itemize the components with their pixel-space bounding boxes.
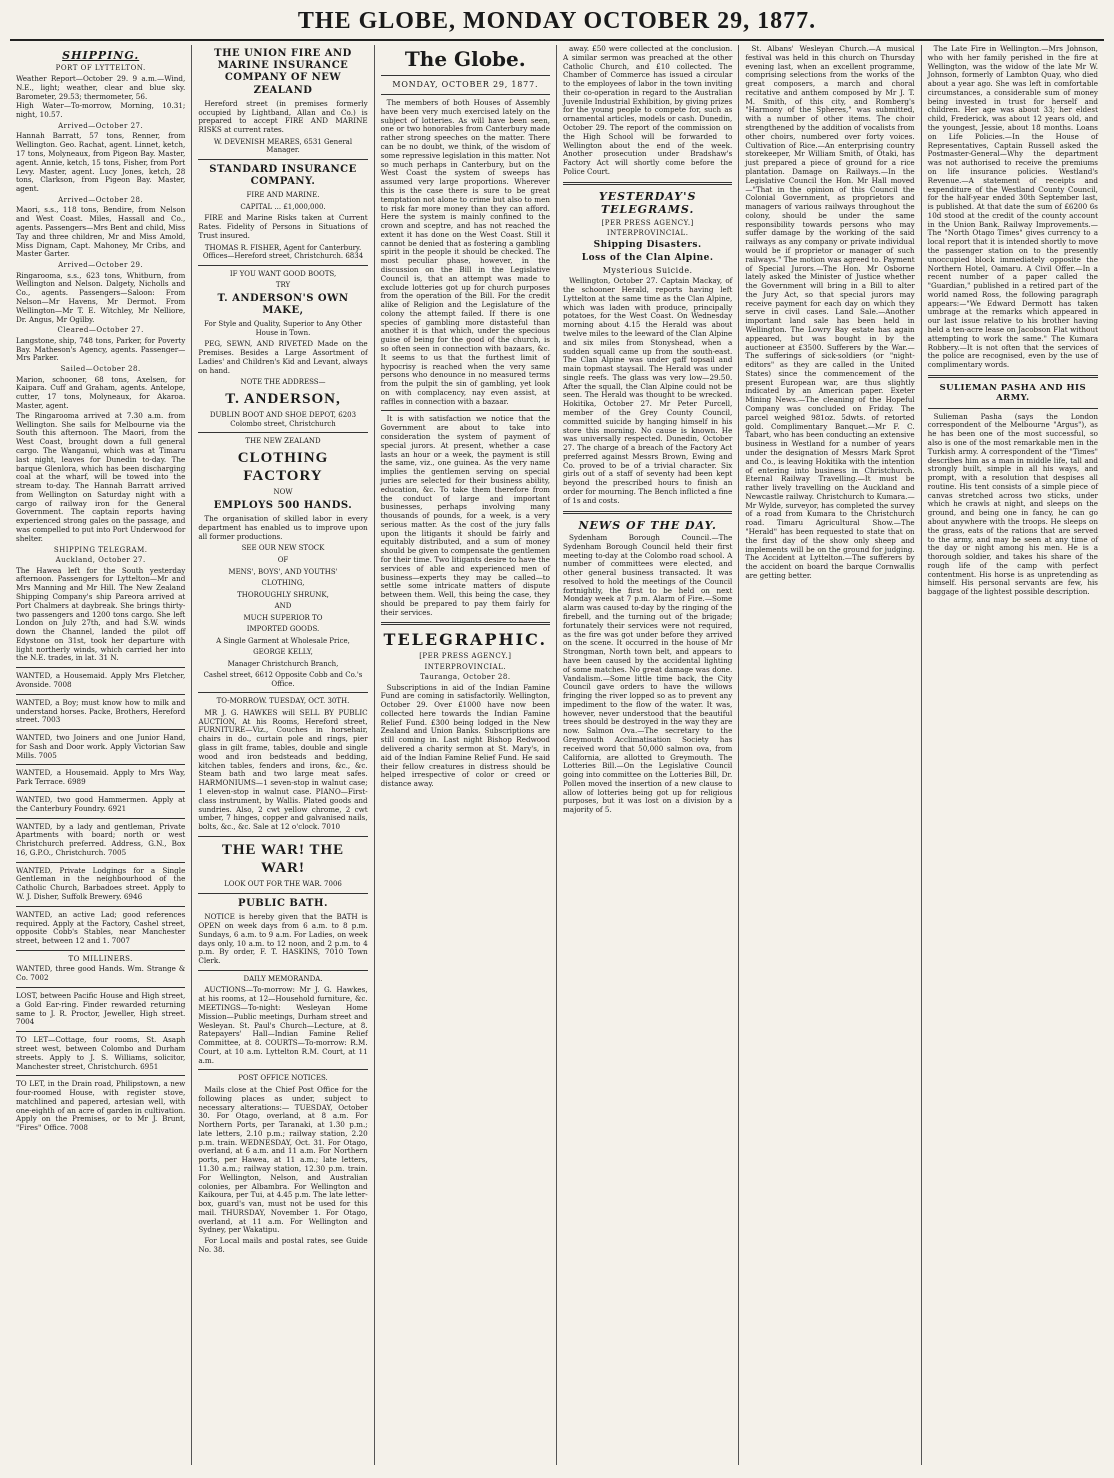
shipping-news: The Ringarooma arrived at 7.30 a.m. from Wellington. She sails for Melbourne via the South this afternoon. The Maori, from the West Coast, brought down a full general cargo. The Wanganui, which was at Timaru last night, leaves for Dunedin to-day. The barque Glenlora, which has been discharging coal at the wharf, will be towed into the stream to-day. The Hannah Barratt arrived from Wellington on Saturday night with a cargo of railway iron for the General Government. The captain reports having experienced strong gales on the passage, and was compelled to put into Port Underwood for shelter. (16, 410, 186, 543)
wanted-ad: WANTED, two good Hammermen. Apply at the Canterbury Foundry. 6921 (16, 795, 186, 813)
wanted-ad: WANTED, a Boy; must know how to milk and understand horses. Packe, Brothers, Hereford street. 7003 (16, 697, 186, 725)
wanted-ad: WANTED, two Joiners and one Junior Hand, for Sash and Door work. Apply Victorian Saw Mills. 7005 (16, 733, 186, 760)
boots-own-make: T. ANDERSON'S OWN MAKE, (217, 292, 349, 317)
weather-report: Weather Report—October 29. 9 a.m.—Wind, N.E., light; weather, clear and blue sky. Barometer, 29.53; thermometer, 56. (16, 73, 186, 101)
boots-question: IF YOU WANT GOOD BOOTS, (229, 269, 337, 278)
anderson-name: T. ANDERSON, (225, 390, 341, 407)
union-insurance-agent: W. DEVENISH MEARES, 6531 General Manager. (213, 137, 353, 155)
milliners-title: TO MILLINERS. (68, 954, 133, 963)
column-shipping (10, 45, 192, 1465)
boots-note: NOTE THE ADDRESS— (240, 378, 326, 387)
kelly-role: Manager Christchurch Branch, (227, 659, 339, 668)
yt-head-3: Mysterious Suicide. (602, 265, 693, 275)
yt-agency: [PER PRESS AGENCY.] (601, 218, 694, 227)
bath-body: NOTICE is hereby given that the BATH is OPEN on week days from 6 a.m. to 8 p.m. Sundays, 6 a.m. to 9 a.m. For Ladies, on week days only, 10 a.m. to 12 noon, and 2 p.m. to 4 p.m. By order, F. T. HASKINS, 7010 Town Clerk. (198, 912, 368, 966)
editorial-paragraph: It is with satisfaction we notice that the Government are about to take into consideration the system of payment of special jurors. At present, whether a case lasts an hour or a week, the payment is still the same, viz., one guinea. As the very name implies the gentlemen serving on special juries are selected for their business ability, education, &c. To take them therefore from the conduct of large and important businesses, perhaps involving many thousands of pounds, for a week, is a very serious matter. As the cost of the jury falls upon the litigants it should be fairly and equitably distributed, and a sum of money should be given to compensate the gentlemen for their time. Two litigants desire to have the services of able and experienced men of business—experts they may be called—to settle some intricate matters of dispute between them. Well, this being the case, they should be prepared to pay them fairly for their services. (380, 414, 550, 617)
war-title: THE WAR! THE WAR! (221, 841, 345, 877)
telegraphic-inter: INTERPROVINCIAL. (424, 662, 507, 671)
stock-line: AND (274, 602, 292, 611)
nz-clothing-now: NOW (273, 488, 293, 497)
milliners-ad: WANTED, three good Hands. Wm. Strange & Co. 7002 (16, 964, 186, 983)
pasha-title: SULIEMAN PASHA AND HIS ARMY. (939, 382, 1087, 404)
port-heading: PORT OF LYTTELTON. (55, 64, 146, 73)
stock-line: CLOTHING, (261, 579, 305, 588)
post-body: Mails close at the Chief Post Office for the following places as under, subject to necessary alterations:— TUESDAY, October 30. For Otago, overland, at 8 a.m. For Northern Ports, per Taranaki, at 1.30 p.m.; late letters, 2.10 p.m.; railway station, 2.20 p.m. train. WEDNESDAY, Oct. 31. For Otago, overland, at 6 a.m. and 11 a.m. For Northern ports, per Hawea, at 11 a.m.; late letters, 11.30 a.m.; railway station, 12.30 p.m. train. For Wellington, Nelson, and Australian colonies, per Albambra. For Wellington and Kaikoura, per Tui, at 4.45 p.m. The late letter-box, guard's van, must not be used for this mail. THURSDAY, November 1. For Otago, overland, at 11 a.m. For Wellington and Sydney, per Wakatipu. (198, 1084, 368, 1235)
sailed: Marion, schooner, 68 tons, Axelsen, for Kaipara. Cuff and Graham, agents. Antelope, cutter, 17 tons, Molyneaux, for Akaroa. Master, agent. (16, 374, 186, 411)
shipping-heading: SHIPPING. (62, 49, 140, 62)
cleared-title: Cleared—October 27. (57, 326, 144, 335)
yt-head-2: Loss of the Clan Alpine. (581, 252, 714, 263)
nz-clothing-employs: EMPLOYS 500 HANDS. (213, 499, 353, 511)
arrived-1: Hannah Barratt, 57 tons, Renner, from Wellington. Geo. Rachat, agent. Linnet, ketch, 17 tons, Molyneaux, from Pigeon Bay. Master, agent. Annie, ketch, 15 tons, Fisher, from Port Levy. Master, agent. Lucy Jones, ketch, 28 tons, Clarkson, from Pigeon Bay. Master, agent. (16, 131, 186, 194)
stock-line: OF (277, 556, 289, 565)
post-title: POST OFFICE NOTICES. (238, 1074, 328, 1083)
wholesale-line: A Single Garment at Wholesale Price, (216, 636, 350, 645)
stock-line: SEE OUR NEW STOCK (241, 544, 325, 553)
column-telegrams (557, 45, 739, 1465)
nz-clothing-body: The organisation of skilled labor in every department has enabled us to improve upon all former productions. (198, 514, 368, 541)
shipping-telegram-title: SHIPPING TELEGRAM. (53, 545, 148, 554)
wanted-ad: WANTED, by a lady and gentleman, Private Apartments with board; north or west Christchurch preferred. Address, G.N., Box 16, G.P.O., Christchurch. 7005 (16, 821, 186, 857)
post-foot: For Local mails and postal rates, see Guide No. 38. (198, 1236, 368, 1255)
lost-ad: LOST, between Pacific House and High street, a Gold Ear-ring. Finder rewarded returning same to J. R. Proctor, Jeweller, High street. 7004 (16, 991, 186, 1027)
war-sub: LOOK OUT FOR THE WAR. 7006 (224, 880, 342, 889)
local-news-body: St. Albans' Wesleyan Church.—A musical festival was held in this church on Thursday evening last, when an excellent programme, comprising selections from the works of the great composers, a march and choral recitative and anthem composed by Mr J. T. M. Smith, of this city, and Romberg's "Harmony of the Spheres," was submitted, with a number of other items. The choir strengthened by the addition of vocalists from other choirs, numbered over forty voices. Cultivation of Rice.—An enterprising country storekeeper, Mr William Smith, of Otaki, has just prepared a piece of ground for a rice plantation. Damage on Railways.—In the Legislative Council the Hon. Mr Hall moved—"That in the opinion of this Council the Colonial Government, as proprietors and managers of various railways throughout the colony, should be under the same responsibility towards persons who may suffer damage by the working of the said railways as any company or private individual would be if proprietor or manager of such railways." The motion was agreed to. Payment of Special Jurors.—The Hon. Mr Osborne lately asked the Minister of Justice whether the Government will bring in a Bill to alter the Jury Act, so that special jurors may receive payment for each day on which they serve in civil cases. Land Sale.—Another important land sale has been held in Wellington. The Lowry Bay estate has again appeared, but was bought in by the auctioneer at £3500. Sufferers by the War.—The sufferings of sick-soldiers (or "night-editors" as they are called in the United States) since the commencement of the present European war, are thus slightly indicated by an American paper. Exeter Mining News.—The cleaning of the Hopeful Company was concluded on Friday. The parcel weighed 981oz. 5dwts. of retorted gold. Complimentary Banquet.—Mr F. C. Tabart, who has been conducting an extensive business in Westland for a number of years under the designation of Messrs Mark Sprot and Co., is leaving Hokitika with the intention of entering into business in Christchurch. Eternal Railway Travelling.—It must be rather lively travelling on the Auckland and Newcastle railway. Christchurch to Kumara.—Mr Wylde, surveyor, has completed the survey of a road from Kumara to the Christchurch road. Timaru Agricultural Show.—The "Herald" has been requested to state that on the first day of the show only sheep and implements will be on the ground for judging. The Accident at Lyttelton.—The sufferers by the accident on board the barque Cornwallis are getting better. (745, 45, 915, 580)
column-editorial (375, 45, 557, 1465)
shipping-telegram-place: Auckland, October 27. (55, 556, 146, 565)
arrived-1-title: Arrived—October 27. (58, 121, 144, 130)
memo-title: DAILY MEMORANDA. (243, 974, 323, 983)
kelly-name: GEORGE KELLY, (253, 648, 313, 657)
stock-line: THOROUGHLY SHRUNK, (237, 590, 329, 599)
boots-style: For Style and Quality, Superior to Any Other House in Town. (204, 320, 362, 337)
editorial-dateline: MONDAY, OCTOBER 29, 1877. (392, 80, 539, 90)
standard-insurance-agent: THOMAS R. FISHER, Agent for Canterbury. Offices—Hereford street, Christchurch. 6834 (202, 243, 364, 261)
standard-insurance-sub: FIRE AND MARINE. (246, 191, 320, 200)
nz-clothing-factory: CLOTHING FACTORY (237, 449, 329, 485)
union-insurance-title: THE UNION FIRE AND MARINE INSURANCE COMPANY OF NEW ZEALAND (214, 48, 352, 96)
column-misc-news (922, 45, 1104, 1465)
anderson-address: DUBLIN BOOT AND SHOE DEPOT, 6203 Colombo street, Christchurch (209, 411, 357, 428)
hawkes-auction: MR J. G. HAWKES will SELL BY PUBLIC AUCTION, At his Rooms, Hereford street, FURNITURE—Viz., Couches in horsehair, chairs in do., curtain pole and rings, pier glass in gilt frame, tables, double and single wood and iron bedsteads and bedding, kitchen tables, fenders and irons, &c., &c. Steam bath and two large meat safes. HARMONIUMS—1 seven-stop in walnut case; 1 eleven-stop in walnut case. PIANO—First-class instrument, by Wallis. Plated goods and sundries. Also, 2 cwt yellow chrome, 2 cwt umber, 7 hinges, copper and galvanised nails, bolts, &c., &c. Sale at 12 o'clock. 7010 (198, 707, 368, 832)
wanted-ad: WANTED, a Housemaid. Apply Mrs Fletcher, Avonside. 7008 (16, 671, 186, 689)
memo-body: AUCTIONS—To-morrow: Mr J. G. Hawkes, at his rooms, at 12—Household furniture, &c. MEETINGS—To-night: Wesleyan Home Mission—Public meetings, Durham street and Wesleyan. St. Paul's Church—Lecture, at 8. Ratepayers' Hall—Indian Famine Relief Committee, at 8. COURTS—To-morrow: R.M. Court, at 10 a.m. Lyttelton R.M. Court, at 11 a.m. (198, 985, 368, 1065)
nz-clothing-line: THE NEW ZEALAND (245, 437, 321, 446)
arrived-3: Ringarooma, s.s., 623 tons, Whitburn, from Wellington and Nelson. Dalgety, Nicholls and Co., agents. Passengers—Saloon: From Nelson—Mr Havens, Mr Dermot. From Wellington—Mr T. E. Witchley, Mr Nelliore, Dr. Angus, Mr Ogilby. (16, 270, 186, 324)
standard-insurance-capital: CAPITAL ... £1,000,000. (240, 202, 326, 211)
stock-line: MUCH SUPERIOR TO (243, 613, 323, 622)
wanted-ad: WANTED, Private Lodgings for a Single Gentleman in the neighbourhood of the Catholic Church, Barbadoes street. Apply to W. J. Disher, Suffolk Brewery. 6946 (16, 865, 186, 902)
wanted-ad: WANTED, an active Lad; good references required. Apply at the Factory, Cashel street, opposite Cobb's Stables, near Manchester street, between 12 and 1. 7007 (16, 909, 186, 946)
column-adverts (192, 45, 374, 1465)
telegrams-continued: away. £50 were collected at the conclusion. A similar sermon was preached at the other Catholic Church, and £10 collected. The Chamber of Commerce has issued a circular to the employees of labor in the town inviting their co-operation in regard to the Australian Juvenile Industrial Exhibition, by giving prizes for the young people to compete for, such as ornamental articles, models or cash. Dunedin, October 29. The report of the commission on the High School will be forwarded to Wellington about the end of the week. Another prosecution under Bradshaw's Factory Act will shortly come before the Police Court. (562, 45, 733, 176)
masthead-title: THE GLOBE, MONDAY OCTOBER 29, 1877. (297, 8, 817, 34)
pasha-body: Sulieman Pasha (says the London correspondent of the Melbourne "Argus"), as he has been one of the most successful, so also is one of the most remarkable men in the Turkish army. A correspondent of the "Times" describes him as a man in middle life, tall and strongly built, simple in all his ways, and prompt, with a resolution that despises all routine. His tent consists of a simple piece of canvas stretched across two sticks, under which he crawls at night, and sleeps on the ground, and being one in fancy, he can go about anywhere with the troops. He sleeps on the grass, eats of the rations that are served to the army, and may be seen at any time of the day or night among his men. He is a thorough soldier, and takes his share of the rough life of the camp with perfect contentment. His horse is as unpretending as himself. His personal servants are few, his baggage of the lightest possible description. (927, 411, 1098, 597)
globe-title: The Globe. (404, 47, 526, 71)
telegraphic-agency: [PER PRESS AGENCY.] (419, 651, 512, 660)
cleared: Langstone, ship, 748 tons, Parker, for Poverty Bay. Matheson's Agency, agents. Passenger—Mrs Parker. (16, 335, 186, 363)
column-local-news (739, 45, 921, 1465)
tomorrow-heading: TO-MORROW. TUESDAY, OCT. 30TH. (216, 697, 350, 706)
misc-news-body: The Late Fire in Wellington.—Mrs Johnson, who with her family perished in the fire at Wellington, was the widow of the late Mr W. Johnson, formerly of Lambton Quay, who died about a year ago. She was left in comfortable circumstances, a considerable sum of money being invested in trust for herself and children. Her age was about 33; her eldest child, Frederick, was about 12 years old, and the youngest, Jessie, about 18 months. Loans on Life Policies.—In the House of Representatives, Captain Russell asked the Postmaster-General—Why the department was not authorised to receive the premiums on life insurance policies. Westland's Revenue.—A statement of receipts and expenditure of the Westland County Council, for the half-year ended 30th September last, is published. At that date the sum of £6200 6s 10d stood at the credit of the county account in the Union Bank. Railway Improvements.—The "North Otago Times" gives currency to a local report that it is intended shortly to move the passenger station on to the presently unoccupied block immediately opposite the Northern Hotel, Oamaru. A Civil Offer.—In a recent number of a paper called the "Guardian," published in a retired part of the world named Ross, the following paragraph appears:—"We Edward Dermott has taken umbrage at the remarks which appeared in our last issue relative to his brother having held a ten-acre lease on Jacobson Flat without attempting to work the same." The Kumara Robbery.—It is not often that the services of the police are recognised, even by the use of complimentary words. (927, 45, 1098, 370)
wanted-ad: WANTED, a Housemaid. Apply to Mrs Way, Park Terrace. 6989 (16, 768, 186, 787)
arrived-3-title: Arrived—October 29. (58, 261, 144, 270)
telegraphic-title: TELEGRAPHIC. (383, 630, 548, 650)
to-let-ad: TO LET, in the Drain road, Philipstown, a new four-roomed House, with register stove, matchlined and papered, artesian well, with one-eighth of an acre of garden in cultivation. Apply on the Premises, or to Mr J. Brunt, "Fires" Office. 7008 (16, 1079, 186, 1133)
yt-inter: INTERPROVINCIAL. (606, 229, 689, 238)
telegraphic-place: Tauranga, October 28. (420, 673, 511, 682)
news-of-the-day-title: NEWS OF THE DAY. (578, 518, 717, 532)
yesterdays-telegrams-title: YESTERDAY'S TELEGRAMS. (598, 189, 697, 217)
high-water: High Water—To-morrow, Morning, 10.31; night, 10.57. (16, 101, 186, 120)
telegraphic-body: Subscriptions in aid of the Indian Famine Fund are coming in satisfactorily. Wellington, October 29. Over £1000 have now been collected here towards the Indian Famine Relief Fund. £300 being lodged in the New Zealand and Union Banks. Subscriptions are still coming in. Last night Bishop Redwood delivered a charity sermon at St. Mary's, in aid of the Indian Famine Relief Fund. He said their fellow creatures in distress should be helped irrespective of color or creed or distance away. (380, 682, 550, 789)
shipping-telegram-body: The Hawea left for the South yesterday afternoon. Passengers for Lyttelton—Mr and Mrs Manning and Mr Hill. The New Zealand Shipping Company's ship Pareora arrived at Port Chalmers at daybreak. She brings thirty-two passengers and 1200 tons cargo. She left London on July 27th, and had S.W. winds down the Channel, landed the pilot off Edystone on 31st, took her departure with light northerly winds, which carried her into the N.E. trades, in lat. 31 N. (16, 565, 186, 663)
stock-line: MENS', BOYS', AND YOUTHS' (228, 567, 338, 576)
standard-insurance-title: STANDARD INSURANCE COMPANY. (209, 163, 357, 188)
boots-peg: PEG, SEWN, AND RIVETED Made on the Premises. Besides a Large Assortment of Ladies' and Children's Kid and Levant, always on hand. (198, 339, 368, 375)
stock-line: IMPORTED GOODS. (246, 625, 320, 634)
union-insurance-body: Hereford street (in premises formerly occupied by Lightband, Allan and Co.) is prepared to accept FIRE AND MARINE RISKS at current rates. (198, 98, 368, 135)
news-of-the-day-body: Sydenham Borough Council.—The Sydenham Borough Council held their first meeting to-day at the Colombo road school. A number of committees were elected, and other general business transacted. It was resolved to hold the meetings of the Council fortnightly, the first to be held on next Monday week at 7 p.m. Alarm of Fire.—Some alarm was caused to-day by the ringing of the firebell, and the turning out of the brigade; fortunately their services were not required, as the fire was got under before they arrived on the scene. It occurred in the house of Mr Strongman, North town belt, and appears to have been caused by the accidental lighting of some matches. No great damage was done. Vandalism.—Some little time back, the City Council gave orders to have the willows fringing the river lopped so as to prevent any impediment to the flow of the water. It was, however, never understood that the beautiful trees should be destroyed in the way they are now. Salmon Ova.—The secretary to the Greymouth Acclimatisation Society has received word that 50,000 salmon ova, from California, are allotted to Greymouth. The Lotteries Bill.—On the Legislative Council going into committee on the Lotteries Bill, Dr. Pollen moved the insertion of a new clause to allow of lotteries being got up for religious purposes, but it was lost on a division by a majority of 5. (562, 533, 733, 815)
yt-body: Wellington, October 27. Captain Mackay, of the schooner Herald, reports having left Lyttelton at the same time as the Clan Alpine, which was laden with produce, principally potatoes, for the West Coast. On Wednesday morning about 4.15 the Herald was about twelve miles to the leeward of the Clan Alpine and six miles from Stonyshead, when a sudden squall came up from the south-east. The Clan Alpine was under gaff topsail and main topmast staysail. The Herald was under single reefs. The glass was very low—29.50. After the squall, the Clan Alpine could not be seen. The Herald was thought to be wrecked. Hokitika, October 27. Mr Peter Purcell, member of the Grey County Council, committed suicide by hanging himself in his store this morning. No cause is known. He was universally respected. Dunedin, October 27. The charge of a breach of the Factory Act preferred against Messrs Brown, Ewing and Co. proved to be of a trivial character. Six girls out of a staff of seventy had been kept beyond the prescribed hours to finish an order for mourning. The Bench inflicted a fine of 1s and costs. (562, 276, 733, 505)
arrived-2-title: Arrived—October 28. (58, 195, 144, 204)
columns (10, 45, 1104, 1465)
sailed-title: Sailed—October 28. (60, 365, 141, 374)
standard-insurance-body: FIRE and Marine Risks taken at Current Rates. Fidelity of Persons in Situations of Trust insured. (198, 213, 368, 240)
yt-head-1: Shipping Disasters. (593, 239, 702, 250)
arrived-2: Maori, s.s., 118 tons, Bendire, from Nelson and West Coast. Miles, Hassall and Co., agents. Passengers—Mrs Bent and child, Miss Tay and three children, Mr and Miss Amold, Miss Dignam, Capt. Mahoney, Mr Cribs, and Master Garter. (16, 205, 186, 259)
masthead (10, 8, 1104, 41)
boots-try: TRY (275, 281, 291, 290)
bath-title: PUBLIC BATH. (238, 897, 328, 909)
to-let-ad: TO LET—Cottage, four rooms, St. Asaph street west, between Colombo and Durham streets. Apply to J. S. Williams, solicitor, Manchester street, Christchurch. 6951 (16, 1035, 186, 1071)
editorial-paragraph: The members of both Houses of Assembly have been very much exercised lately on the subject of lotteries. As will have been seen, one or two honorables from Canterbury made rather strong speeches on the matter. There can be no doubt, we think, of the wisdom of some repressive legislation in this matter. Not so much perhaps in Canterbury, but on the West Coast the system of sweeps has assumed very large proportions. Wherever this is the case there is sure to be great temptation not alone to crime but also to men to risk far more money than they can afford. Here the system is mainly confined to the crown and sceptre, and has not reached the extent it has done on the West Coast. Still it cannot be denied that as fostering a gambling spirit in the people it should be checked. The most peculiar phase, however, in the discussion on the Bill in the Legislative Council is, that an attempt was made to exclude lotteries got up for church purposes from the operation of the Bill. For the credit alike of Religion and the Legislature of the colony the attempt failed. If there is one species of gambling more distasteful than another it is that which, under the specious guise of being for the good of the church, is so often seen in connection with bazaars, &c. It seems to us that the furthest limit of hypocrisy is reached when the very same persons who denounce in no measured terms from the pulpit the sin of gambling, yet look on with complacency, nay even assist, at raffles in connection with a bazaar. (380, 98, 550, 406)
kelly-address: Cashel street, 6612 Opposite Cobb and Co.'s Office. (203, 671, 363, 688)
